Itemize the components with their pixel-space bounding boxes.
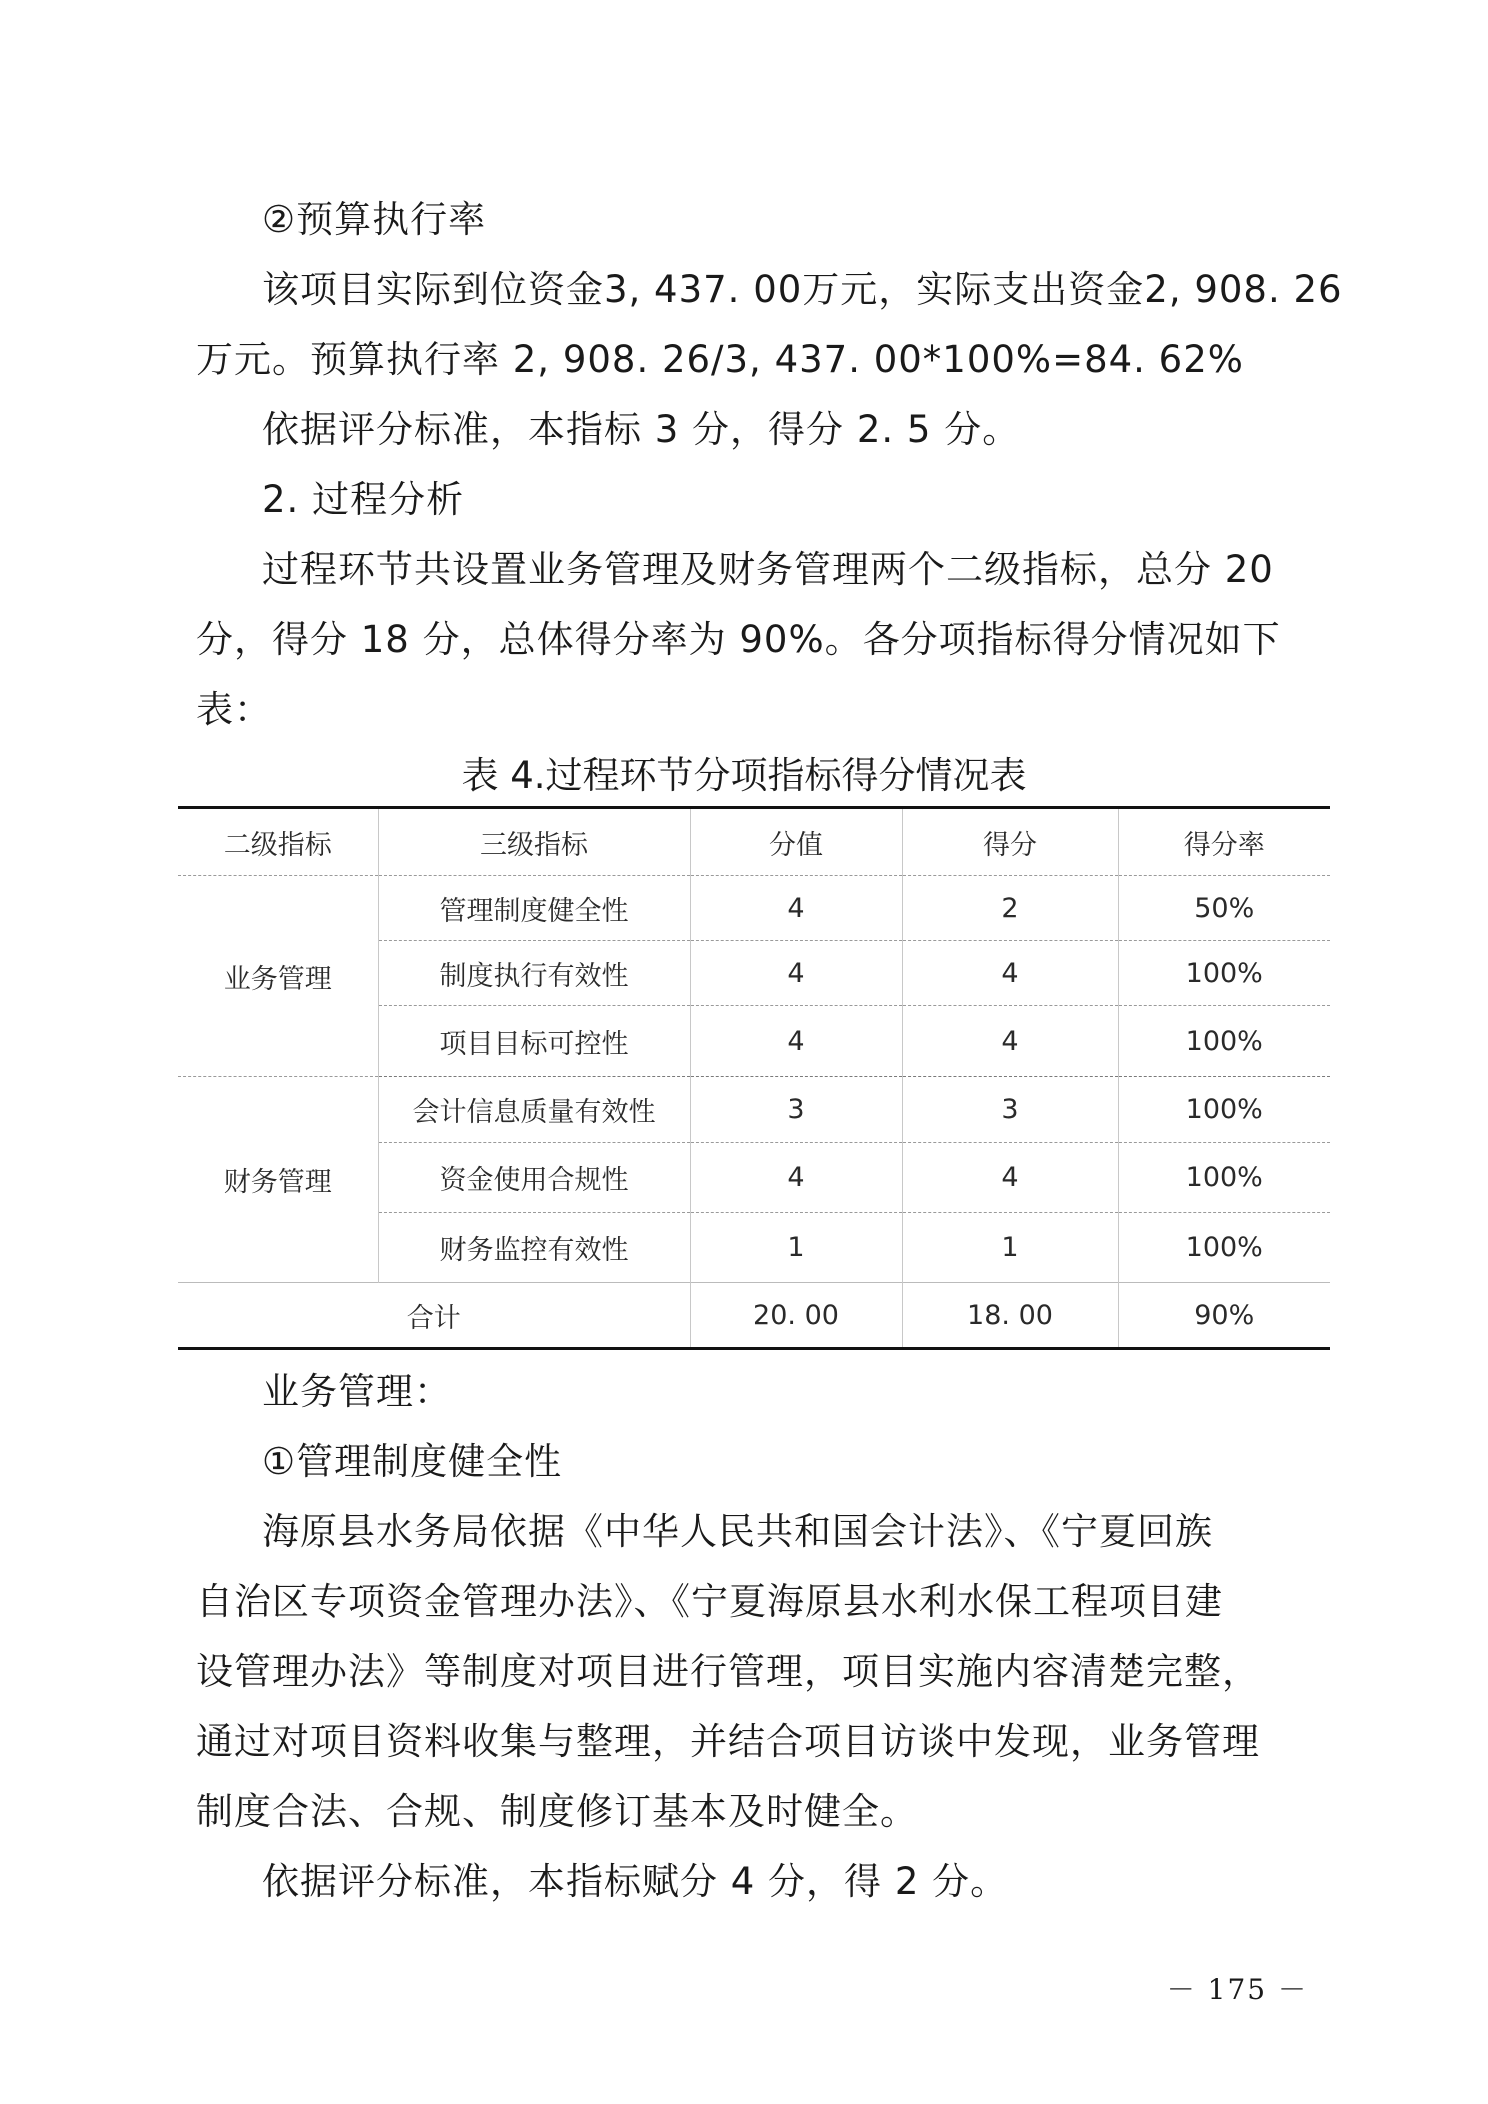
group-cell: 财务管理 (178, 1077, 378, 1283)
page-number: － 175 － (1166, 1973, 1308, 2006)
indicator-cell: 资金使用合规性 (378, 1143, 690, 1213)
score-cell: 4 (902, 1006, 1118, 1077)
rate-cell: 100% (1118, 1006, 1330, 1077)
table-total-row (178, 1283, 1330, 1349)
paragraph-line: 海原县水务局依据《中华人民共和国会计法》、《宁夏回族 (262, 1510, 1213, 1553)
total-score-cell: 18. 00 (902, 1283, 1118, 1349)
column-header: 三级指标 (378, 808, 690, 876)
paragraph-line: 制度合法、合规、制度修订基本及时健全。 (196, 1790, 918, 1833)
paragraph-line: 设管理办法》等制度对项目进行管理，项目实施内容清楚完整， (196, 1650, 1260, 1693)
paragraph-line: 通过对项目资料收集与整理，并结合项目访谈中发现，业务管理 (196, 1720, 1260, 1763)
column-header: 二级指标 (178, 808, 378, 876)
column-header: 得分率 (1118, 808, 1330, 876)
column-header: 得分 (902, 808, 1118, 876)
indicator-cell: 财务监控有效性 (378, 1213, 690, 1283)
paragraph-line: 依据评分标准，本指标 3 分，得分 2. 5 分。 (262, 408, 1021, 451)
indicator-cell: 制度执行有效性 (378, 941, 690, 1006)
paragraph-line: 表： (196, 688, 272, 731)
section-heading-budget-rate: ②预算执行率 (262, 198, 487, 241)
score-cell: 4 (902, 1143, 1118, 1213)
rate-cell: 100% (1118, 1077, 1330, 1143)
table-header-row (178, 808, 1330, 876)
rate-cell: 50% (1118, 876, 1330, 941)
paragraph-line: 分，得分 18 分，总体得分率为 90%。各分项指标得分情况如下 (196, 618, 1281, 661)
score-table (178, 806, 1330, 1350)
value-cell: 4 (690, 1143, 902, 1213)
section-heading-business: 业务管理： (262, 1370, 452, 1413)
score-cell: 4 (902, 941, 1118, 1006)
total-value-cell: 20. 00 (690, 1283, 902, 1349)
total-label-cell: 合计 (178, 1283, 690, 1349)
group-cell: 业务管理 (178, 876, 378, 1077)
paragraph-line: 依据评分标准，本指标赋分 4 分，得 2 分。 (262, 1860, 1009, 1903)
score-cell: 3 (902, 1077, 1118, 1143)
rate-cell: 100% (1118, 1143, 1330, 1213)
value-cell: 4 (690, 876, 902, 941)
value-cell: 1 (690, 1213, 902, 1283)
indicator-cell: 会计信息质量有效性 (378, 1077, 690, 1143)
indicator-cell: 项目目标可控性 (378, 1006, 690, 1077)
value-cell: 4 (690, 1006, 902, 1077)
rate-cell: 100% (1118, 941, 1330, 1006)
section-heading-process: 2. 过程分析 (262, 478, 465, 521)
column-header: 分值 (690, 808, 902, 876)
score-cell: 2 (902, 876, 1118, 941)
table-caption: 表 4.过程环节分项指标得分情况表 (461, 754, 1027, 797)
paragraph-line: 万元。预算执行率 2, 908. 26/3, 437. 00*100%=84. 62% (196, 338, 1244, 381)
rate-cell: 100% (1118, 1213, 1330, 1283)
score-cell: 1 (902, 1213, 1118, 1283)
value-cell: 4 (690, 941, 902, 1006)
paragraph-line: 自治区专项资金管理办法》、《宁夏海原县水利水保工程项目建 (196, 1580, 1223, 1623)
table-row (178, 1077, 1330, 1143)
paragraph-line: 过程环节共设置业务管理及财务管理两个二级指标，总分 20 (262, 548, 1274, 591)
indicator-cell: 管理制度健全性 (378, 876, 690, 941)
section-heading-management: ①管理制度健全性 (262, 1440, 563, 1483)
value-cell: 3 (690, 1077, 902, 1143)
table-row (178, 876, 1330, 941)
total-rate-cell: 90% (1118, 1283, 1330, 1349)
paragraph-line: 该项目实际到位资金3, 437. 00万元，实际支出资金2, 908. 26 (262, 268, 1343, 311)
